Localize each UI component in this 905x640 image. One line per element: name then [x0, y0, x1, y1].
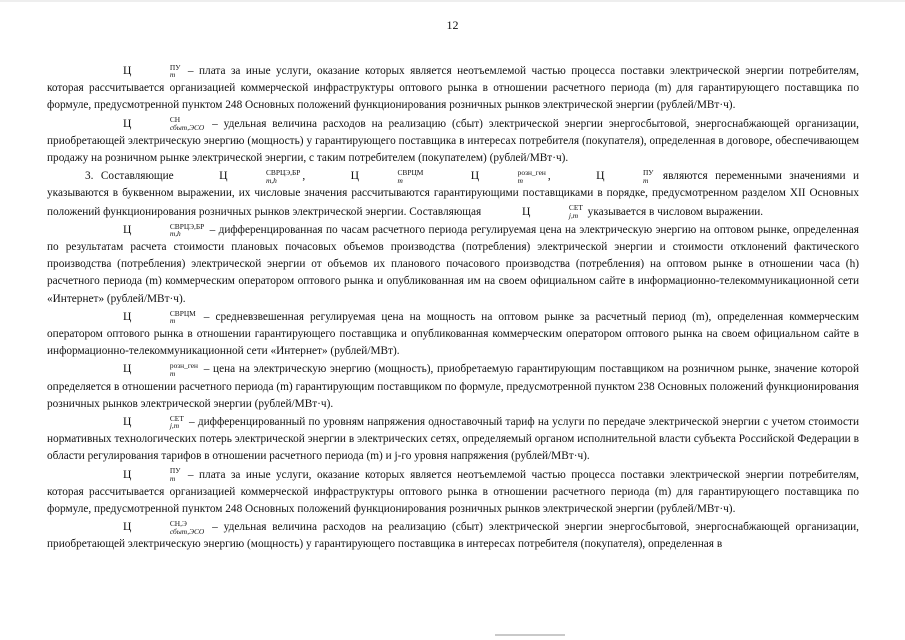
- symbol-separator: [425, 170, 432, 182]
- definition-paragraph: [47, 308, 859, 361]
- formula-symbol: Ц ПУ m: [596, 168, 654, 185]
- paragraph-text: являются переменными значениями и указываются в буквенном выражении, их числовые значения рассчитываются гарантирующими поставщиками в порядке, предусмотренном разделом XII Основных положений функционирования розничных рынков электрической энергии. Составляющая: [47, 170, 860, 218]
- definition-paragraph: [47, 518, 859, 553]
- formula-symbol: Ц СВРЦЭ,БР m,h: [219, 168, 301, 185]
- paragraph-tail: указывается в числовом выражении.: [584, 205, 764, 218]
- formula-symbol: Ц СН,Э сбыт,ЭСО: [123, 519, 205, 536]
- paragraph-text: – средневзвешенная регулируемая цена на мощность на оптовом рынке за расчетный период (m), определенная коммерческим оператором оптового рынка в отношении гарантирующего поставщика и опубликованная коммерческим оператором оптового рынка на своем официальном сайте в информационно-телекоммуникационной сети «Интернет» (рублей/МВт).: [47, 310, 859, 358]
- definition-paragraph: [47, 413, 859, 466]
- definition-paragraph: [47, 115, 859, 168]
- page-number: 12: [446, 18, 459, 32]
- symbol-separator: ,: [547, 170, 559, 183]
- paragraph-text: – удельная величина расходов на реализацию (сбыт) электрической энергии энергосбытовой, энергоснабжающей организации, приобретающей электрическую энергию (мощность) у гарантирующего поставщика в интересах потребителя (покупателя), определенная в: [47, 521, 859, 551]
- formula-symbol: Ц ПУ m: [123, 62, 181, 80]
- formula-symbol: Ц СН сбыт,ЭСО: [123, 115, 205, 133]
- formula-symbol: Ц ПУ m: [123, 466, 181, 484]
- clause-lead: 3. Составляющие: [85, 170, 182, 183]
- clause-paragraph: [47, 167, 859, 221]
- definition-paragraph: [47, 360, 859, 413]
- formula-symbol: Ц СВРЦЭ,БР m,h: [123, 221, 205, 239]
- symbol-separator: ,: [302, 170, 313, 183]
- formula-symbol: Ц СЕТ j,m: [123, 413, 184, 431]
- definition-paragraph: [47, 466, 859, 519]
- formula-symbol: Ц розн_ген m: [123, 361, 199, 378]
- scan-top-edge: [0, 0, 905, 2]
- paragraph-text: – удельная величина расходов на реализацию (сбыт) электрической энергии энергосбытовой, энергоснабжающей организации, приобретающей электрическую энергию (мощность) у гарантирующего поставщика в интересах потребителя (покупателя), определенная в договоре, обеспечивающем продажу на розничном рынке электрической энергии, с таким потребителем (покупателем) (рублей/МВт·ч).: [47, 117, 859, 165]
- paragraph-text: – дифференцированная по часам расчетного периода регулируемая цена на электрическую энергию на оптовом рынке, определенная по результатам расчета стоимости плановых почасовых объемов производства (потребления) электрической энергии и стоимости отклонений фактического производства (потребления) электрической энергии от объемов их планового почасового производства (потребления) на оптовом рынке в отношении часа (h) расчетного периода (m) коммерческим оператором оптового рынка и опубликованная им на своем официальном сайте в информационно-телекоммуникационной сети «Интернет» (рублей/МВт·ч).: [47, 223, 859, 305]
- paragraph-text: – дифференцированный по уровням напряжения одноставочный тариф на услуги по передаче электрической энергии с учетом стоимости нормативных технологических потерь электрической энергии в электрических сетях, определяемый органом исполнительной власти субъекта Российской Федерации в области регулирования тарифов в отношении расчетного периода (m) и j-го уровня напряжения (рублей/МВт·ч).: [47, 416, 859, 463]
- paragraph-text: – плата за иные услуги, оказание которых является неотъемлемой частью процесса поставки электрической энергии потребителям, которая рассчитывается организацией коммерческой инфраструктуры оптового рынка в отношении расчетного периода (m) для гарантирующего поставщика по формуле, предусмотренной пунктом 248 Основных положений функционирования розничных рынков электрической энергии (рублей/МВт·ч).: [47, 468, 859, 516]
- formula-symbol: Ц СВРЦМ m: [350, 168, 424, 185]
- paragraph-text: – плата за иные услуги, оказание которых является неотъемлемой частью процесса поставки электрической энергии потребителям, которая рассчитывается организацией коммерческой инфраструктуры оптового рынка в отношении расчетного периода (m) для гарантирующего поставщика по формуле, предусмотренной пунктом 248 Основных положений функционирования розничных рынков электрической энергии (рублей/МВт·ч).: [47, 65, 859, 112]
- formula-symbol: Ц СЕТ j,m: [522, 203, 583, 221]
- document-body: [47, 62, 859, 554]
- scan-artifact: [495, 634, 565, 636]
- formula-symbol: Ц СВРЦМ m: [123, 308, 196, 326]
- definition-paragraph: [47, 62, 859, 115]
- formula-symbol: Ц розн_ген m: [470, 168, 546, 185]
- definition-paragraph: [47, 221, 859, 308]
- paragraph-text: – цена на электрическую энергию (мощность), приобретаемую гарантирующим поставщиком на розничном рынке, значение которой определяется в отношении расчетного периода (m) гарантирующим поставщиком по формуле, предусмотренной пунктом 238 Основных положений функционирования розничных рынков электрической энергии (рублей/МВт·ч).: [47, 363, 859, 410]
